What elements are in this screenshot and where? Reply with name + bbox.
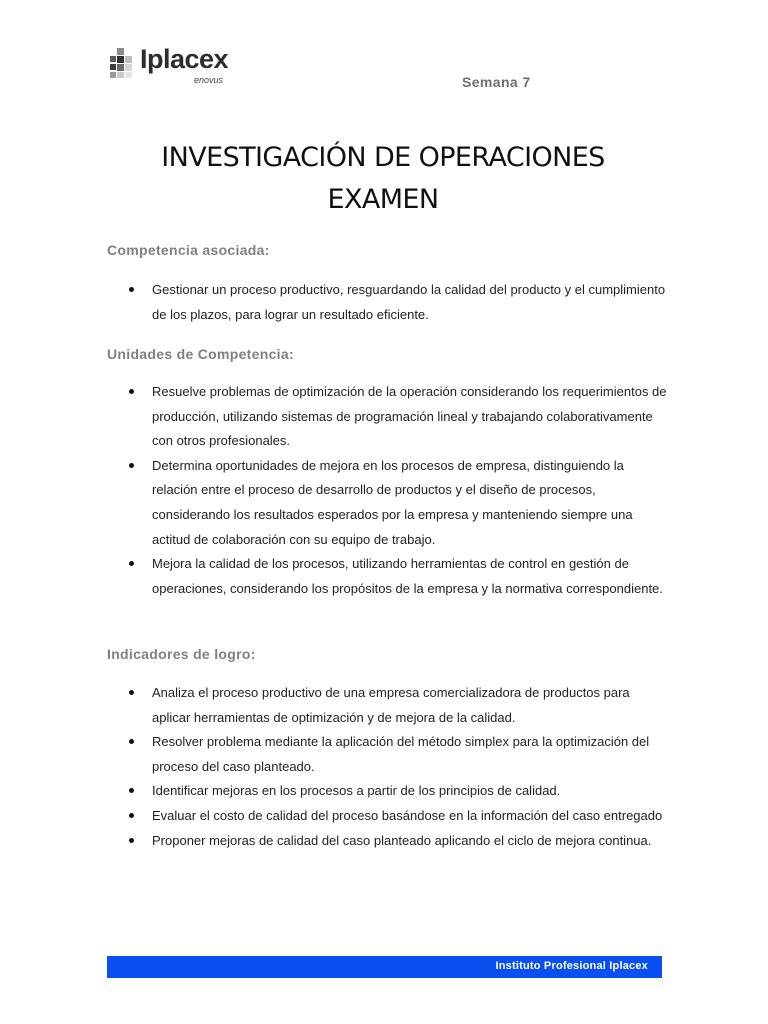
bullet-icon: [129, 739, 134, 744]
bullet-icon: [129, 561, 134, 566]
list-item: Proponer mejoras de calidad del caso planteado aplicando el ciclo de mejora continua.: [107, 829, 667, 854]
list-item: Resuelve problemas de optimización de la operación considerando los requerimientos de producción, utilizando sistemas de programación lineal y trabajando colaborativamente con otros profesionales.: [107, 380, 667, 454]
bullet-icon: [129, 838, 134, 843]
iplacex-logo: [110, 46, 240, 86]
list-item: Analiza el proceso productivo de una empresa comercializadora de productos para aplicar herramientas de optimización y de mejora de la calidad.: [107, 681, 667, 730]
bullet-icon: [129, 463, 134, 468]
list-item: Mejora la calidad de los procesos, utilizando herramientas de control en gestión de operaciones, considerando los propósitos de la empresa y la normativa correspondiente.: [107, 552, 667, 601]
logo-text: Iplacex: [140, 44, 229, 74]
logo-subtext: enovus: [194, 75, 224, 85]
week-label: Semana 7: [462, 74, 531, 90]
section-heading-unidades: Unidades de Competencia:: [107, 346, 294, 362]
list-item: Determina oportunidades de mejora en los procesos de empresa, distinguiendo la relación entre el proceso de desarrollo de productos y el diseño de procesos, considerando los resultados esperados por la empresa y manteniendo siempre una actitud de colaboración con su equipo de trabajo.: [107, 454, 667, 552]
title-line-1: INVESTIGACIÓN DE OPERACIONES: [161, 142, 605, 173]
indicadores-list: [107, 681, 667, 853]
title-line-2: EXAMEN: [327, 184, 439, 215]
page-title: [110, 137, 656, 221]
section-heading-indicadores: Indicadores de logro:: [107, 646, 256, 662]
bullet-icon: [129, 389, 134, 394]
list-item: Identificar mejoras en los procesos a partir de los principios de calidad.: [107, 779, 667, 804]
bullet-icon: [129, 690, 134, 695]
list-item: Evaluar el costo de calidad del proceso basándose en la información del caso entregado: [107, 804, 667, 829]
footer-institution: Instituto Profesional Iplacex: [495, 960, 648, 972]
list-item: Gestionar un proceso productivo, resguardando la calidad del producto y el cumplimiento de los plazos, para lograr un resultado eficiente.: [107, 278, 667, 327]
logo-squares-icon: [110, 48, 138, 78]
bullet-icon: [129, 788, 134, 793]
competencia-list: [107, 278, 667, 327]
footer-bar: [107, 956, 662, 978]
bullet-icon: [129, 287, 134, 292]
unidades-list: [107, 380, 667, 601]
bullet-icon: [129, 813, 134, 818]
list-item: Resolver problema mediante la aplicación del método simplex para la optimización del proceso del caso planteado.: [107, 730, 667, 779]
section-heading-competencia: Competencia asociada:: [107, 242, 270, 258]
